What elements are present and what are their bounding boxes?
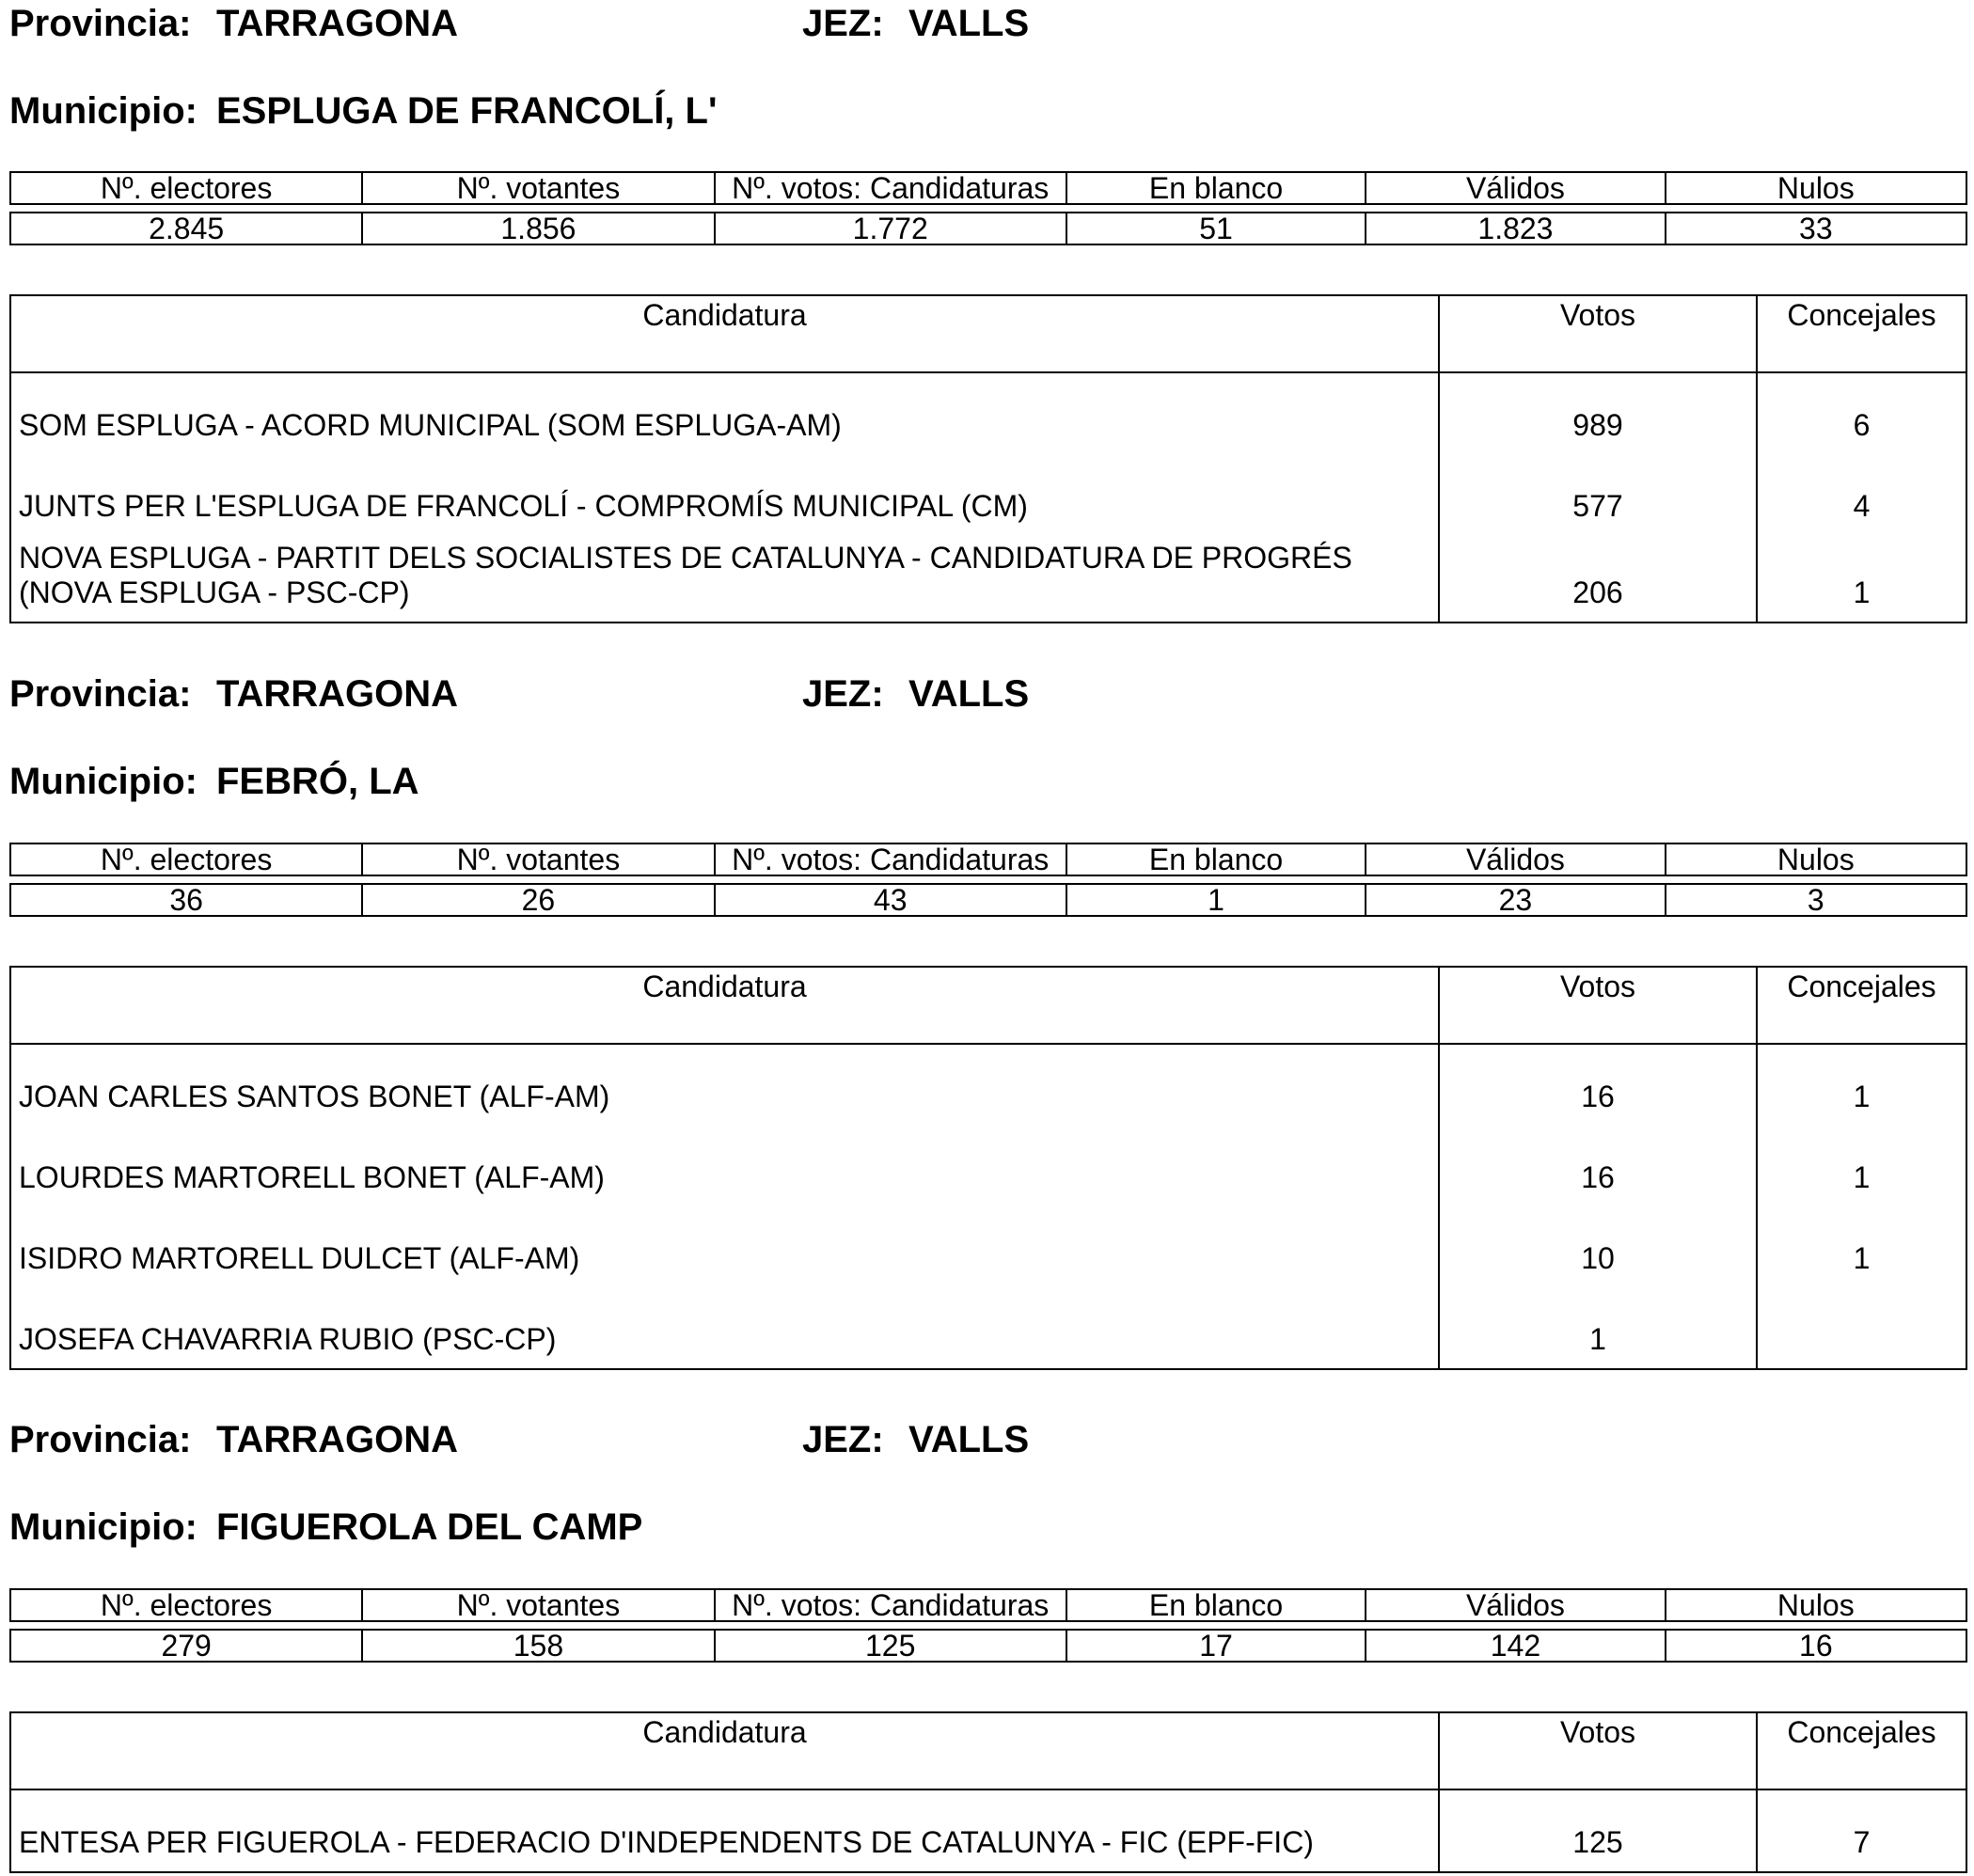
stats-value-cell: 1.772 xyxy=(716,213,1067,244)
jez-value: VALLS xyxy=(908,3,1030,44)
stats-header-row xyxy=(9,1588,1967,1622)
candidatura-name: SOM ESPLUGA - ACORD MUNICIPAL (SOM ESPLUGA-AM) xyxy=(11,373,1440,454)
candidatura-concejales: 1 xyxy=(1853,1160,1871,1194)
provincia-label: Provincia: xyxy=(9,3,192,44)
candidatura-votos: 16 xyxy=(1440,1126,1758,1206)
stats-header-cell: Nulos xyxy=(1777,844,1855,875)
candidatura-concejales: 7 xyxy=(1853,1825,1871,1859)
concejales-header: Concejales xyxy=(1787,298,1936,332)
candidaturas-header-row xyxy=(11,968,1966,1045)
stats-header-cell: Nº. votantes xyxy=(363,1590,715,1620)
stats-table xyxy=(9,171,1967,245)
candidaturas-table xyxy=(9,294,1967,623)
stats-value-row xyxy=(9,883,1967,917)
jez-value: VALLS xyxy=(908,673,1030,715)
candidatura-row xyxy=(11,1126,1966,1206)
candidaturas-header-row xyxy=(11,296,1966,373)
stats-header-cell: En blanco xyxy=(1067,1590,1366,1620)
stats-value-cell: 2.845 xyxy=(11,213,363,244)
stats-header-cell: Nº. votantes xyxy=(363,844,715,875)
stats-header-cell: Válidos xyxy=(1366,1590,1666,1620)
candidatura-votos: 206 xyxy=(1440,535,1758,622)
candidatura-row xyxy=(11,1206,1966,1287)
stats-header-cell: Válidos xyxy=(1366,173,1666,203)
candidatura-row xyxy=(11,454,1966,535)
candidatura-row xyxy=(11,373,1966,454)
jez-label: JEZ: xyxy=(802,673,884,715)
stats-value-cell: 36 xyxy=(11,885,363,915)
votos-header: Votos xyxy=(1440,1713,1758,1789)
votos-header: Votos xyxy=(1440,296,1758,371)
candidaturas-table xyxy=(9,1711,1967,1873)
candidatura-concejales: 1 xyxy=(1853,1080,1871,1113)
provincia-label: Provincia: xyxy=(9,673,192,715)
candidaturas-header-row xyxy=(11,1713,1966,1790)
stats-header-row xyxy=(9,843,1967,876)
municipio-value: FEBRÓ, LA xyxy=(216,761,419,802)
stats-value-cell: 3 xyxy=(1807,885,1824,915)
stats-value-cell: 43 xyxy=(716,885,1067,915)
stats-header-cell: En blanco xyxy=(1067,844,1366,875)
candidatura-name: ENTESA PER FIGUEROLA - FEDERACIO D'INDEPENDENTS DE CATALUNYA - FIC (EPF-FIC) xyxy=(11,1790,1440,1871)
provincia-value: TARRAGONA xyxy=(216,3,459,44)
candidatura-concejales: 1 xyxy=(1853,575,1871,609)
candidatura-concejales xyxy=(1758,1287,1966,1368)
candidatura-votos: 577 xyxy=(1440,454,1758,535)
candidatura-row xyxy=(11,1287,1966,1368)
stats-value-row xyxy=(9,1629,1967,1663)
stats-header-cell: Nº. votos: Candidaturas xyxy=(716,844,1067,875)
stats-value-cell: 26 xyxy=(363,885,715,915)
stats-value-cell: 51 xyxy=(1067,213,1366,244)
provincia-value: TARRAGONA xyxy=(216,673,459,715)
candidatura-votos: 1 xyxy=(1440,1287,1758,1368)
municipio-value: ESPLUGA DE FRANCOLÍ, L' xyxy=(216,90,718,132)
stats-header-row xyxy=(9,171,1967,205)
candidaturas-table xyxy=(9,966,1967,1370)
provincia-label: Provincia: xyxy=(9,1419,192,1460)
provincia-value: TARRAGONA xyxy=(216,1419,459,1460)
candidatura-concejales: 6 xyxy=(1853,408,1871,442)
stats-header-cell: Nº. electores xyxy=(11,844,363,875)
stats-header-cell: Nº. votos: Candidaturas xyxy=(716,173,1067,203)
municipio-label: Municipio: xyxy=(9,90,197,132)
stats-header-cell: Válidos xyxy=(1366,844,1666,875)
stats-value-cell: 1.856 xyxy=(363,213,715,244)
stats-header-cell: En blanco xyxy=(1067,173,1366,203)
stats-value-cell: 16 xyxy=(1799,1631,1833,1661)
jez-label: JEZ: xyxy=(802,3,884,44)
jez-value: VALLS xyxy=(908,1419,1030,1460)
candidatura-name: NOVA ESPLUGA - PARTIT DELS SOCIALISTES DE CATALUNYA - CANDIDATURA DE PROGRÉS (NOVA ESPLUGA - PSC-CP) xyxy=(11,535,1440,622)
candidatura-header: Candidatura xyxy=(11,968,1440,1043)
stats-header-cell: Nº. electores xyxy=(11,173,363,203)
candidatura-row xyxy=(11,535,1966,622)
stats-value-cell: 1.823 xyxy=(1366,213,1666,244)
stats-value-cell: 158 xyxy=(363,1631,715,1661)
stats-value-cell: 23 xyxy=(1366,885,1666,915)
candidatura-header: Candidatura xyxy=(11,1713,1440,1789)
stats-value-cell: 142 xyxy=(1366,1631,1666,1661)
candidatura-name: ISIDRO MARTORELL DULCET (ALF-AM) xyxy=(11,1206,1440,1287)
candidatura-name: JOSEFA CHAVARRIA RUBIO (PSC-CP) xyxy=(11,1287,1440,1368)
stats-header-cell: Nº. electores xyxy=(11,1590,363,1620)
stats-value-cell: 33 xyxy=(1799,213,1833,244)
stats-header-cell: Nulos xyxy=(1777,173,1855,203)
candidatura-votos: 989 xyxy=(1440,373,1758,454)
concejales-header: Concejales xyxy=(1787,1715,1936,1749)
municipio-label: Municipio: xyxy=(9,761,197,802)
candidatura-votos: 10 xyxy=(1440,1206,1758,1287)
stats-header-cell: Nº. votantes xyxy=(363,173,715,203)
stats-value-cell: 279 xyxy=(11,1631,363,1661)
candidatura-row xyxy=(11,1045,1966,1126)
candidatura-votos: 16 xyxy=(1440,1045,1758,1126)
stats-table xyxy=(9,843,1967,917)
stats-value-cell: 1 xyxy=(1067,885,1366,915)
candidatura-row xyxy=(11,1790,1966,1871)
candidatura-name: JUNTS PER L'ESPLUGA DE FRANCOLÍ - COMPROMÍS MUNICIPAL (CM) xyxy=(11,454,1440,535)
candidatura-header: Candidatura xyxy=(11,296,1440,371)
jez-label: JEZ: xyxy=(802,1419,884,1460)
candidatura-concejales: 1 xyxy=(1853,1241,1871,1275)
stats-header-cell: Nulos xyxy=(1777,1590,1855,1620)
stats-table xyxy=(9,1588,1967,1663)
candidatura-name: LOURDES MARTORELL BONET (ALF-AM) xyxy=(11,1126,1440,1206)
municipio-label: Municipio: xyxy=(9,1506,197,1548)
stats-header-cell: Nº. votos: Candidaturas xyxy=(716,1590,1067,1620)
candidatura-votos: 125 xyxy=(1440,1790,1758,1871)
concejales-header: Concejales xyxy=(1787,970,1936,1003)
stats-value-cell: 17 xyxy=(1067,1631,1366,1661)
candidatura-concejales: 4 xyxy=(1853,489,1871,523)
candidatura-name: JOAN CARLES SANTOS BONET (ALF-AM) xyxy=(11,1045,1440,1126)
municipio-value: FIGUEROLA DEL CAMP xyxy=(216,1506,643,1548)
stats-value-cell: 125 xyxy=(716,1631,1067,1661)
votos-header: Votos xyxy=(1440,968,1758,1043)
stats-value-row xyxy=(9,212,1967,245)
